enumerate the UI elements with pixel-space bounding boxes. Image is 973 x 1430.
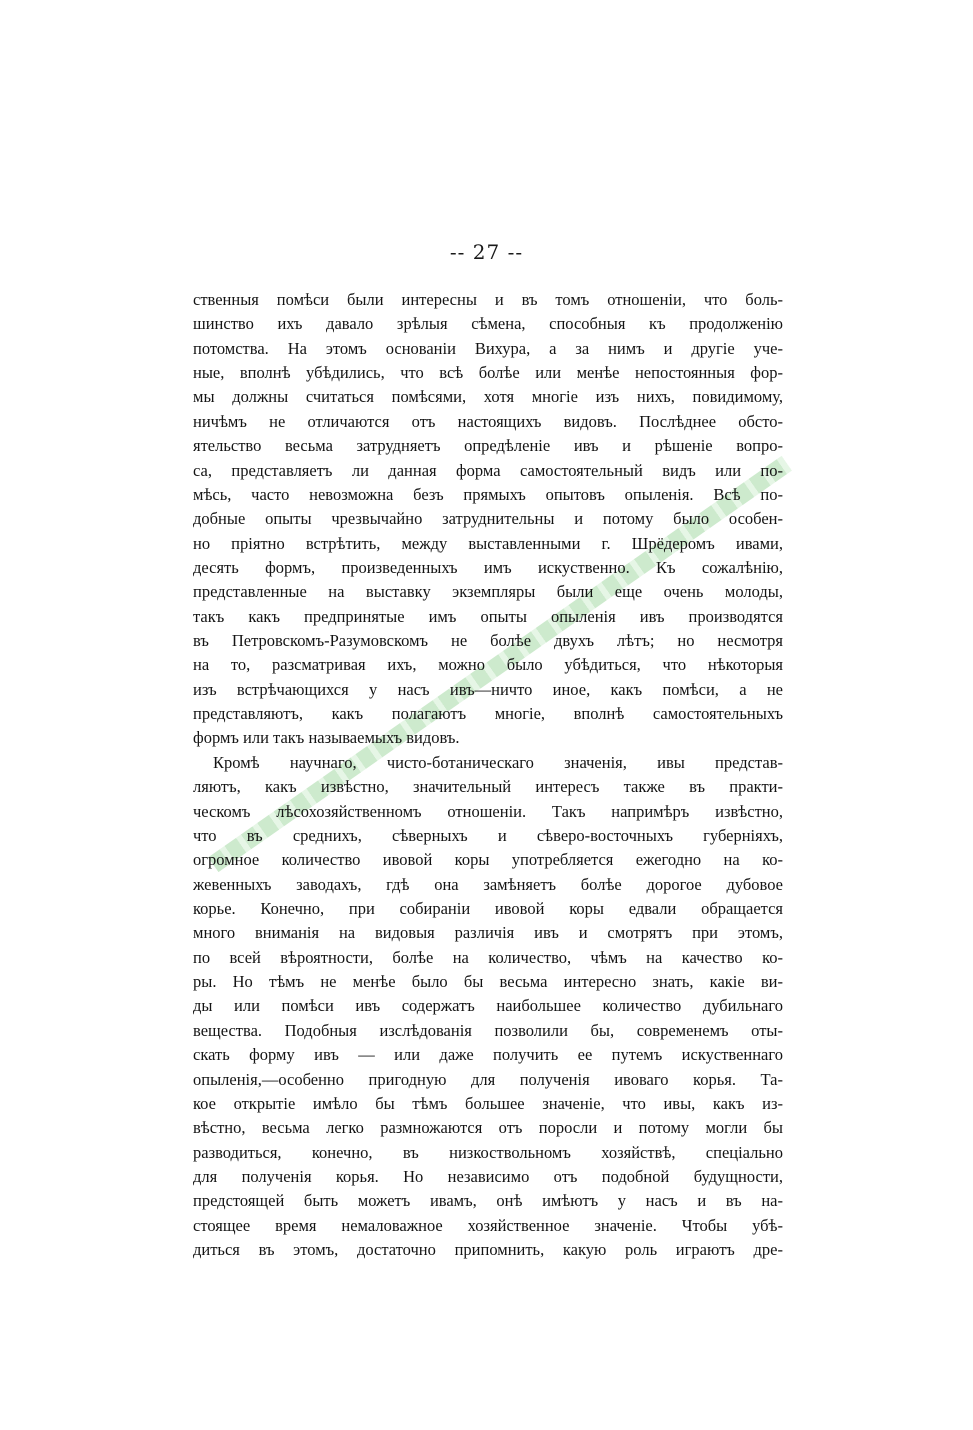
text-line: диться въ этомъ, достаточно припомнить, какую роль играютъ дре- (193, 1240, 783, 1260)
text-line: представленные на выставку экземпляры были еще очень молоды, (193, 582, 783, 602)
text-line: опыленія,—особенно пригодную для полученія ивоваго корья. Та- (193, 1069, 783, 1089)
text-line: са, представляетъ ли данная форма самостоятельный видъ или по- (193, 460, 783, 480)
text-line: по всей вѣроятности, болѣе на количество, чѣмъ на качество ко- (193, 947, 783, 967)
text-line: кое открытіе имѣло бы тѣмъ большее значеніе, что ивы, какъ из- (193, 1093, 783, 1113)
text-line: шинство ихъ давало зрѣлыя сѣмена, способныя къ продолженію (193, 314, 783, 334)
text-line: жевенныхъ заводахъ, гдѣ она замѣняетъ болѣе дорогое дубовое (193, 874, 783, 894)
text-line: корье. Конечно, при собираніи ивовой коры едвали обращается (193, 898, 783, 918)
text-line: представляютъ, какъ полагаютъ многіе, вполнѣ самостоятельныхъ (193, 704, 783, 724)
text-line: ляютъ, какъ извѣстно, значительный интересъ также въ практи- (193, 777, 783, 797)
text-line: формъ или такъ называемыхъ видовъ. (193, 728, 460, 748)
text-line: скать форму ивъ — или даже получить ее путемъ искуственнаго (193, 1045, 783, 1065)
text-line: много вниманія на видовыя различія ивъ и смотрятъ при этомъ, (193, 923, 783, 943)
text-line: ные, вполнѣ убѣдились, что всѣ болѣе или менѣе непостоянныя фор- (193, 363, 783, 383)
text-line: десять формъ, произведенныхъ имъ искуственно. Къ сожалѣнію, (193, 557, 783, 577)
page-number: -- 27 -- (449, 240, 524, 264)
text-line: ды или помѣси ивъ содержатъ наибольшее количество дубильнаго (193, 996, 783, 1016)
text-line: вѣстно, весьма легко размножаются отъ поросли и потому могли бы (193, 1118, 783, 1138)
text-line: что въ среднихъ, сѣверныхъ и сѣверо-восточныхъ губерніяхъ, (193, 825, 783, 845)
text-line: ственныя помѣси были интересны и въ томъ отношеніи, что боль- (193, 290, 783, 309)
text-line: Кромѣ научнаго, чисто-ботаническаго значенія, ивы представ- (213, 752, 783, 772)
text-line: такъ какъ предпринятые имъ опыты опыленія ивъ производятся (193, 606, 783, 626)
text-line: мѣсь, часто невозможна безъ прямыхъ опытовъ опыленія. Всѣ по- (193, 484, 783, 504)
text-line: мы должны считаться помѣсями, хотя многіе изъ нихъ, повидимому, (193, 387, 783, 407)
text-line: стоящее время немаловажное хозяйственное значеніе. Чтобы убѣ- (193, 1215, 783, 1235)
text-line: огромное количество ивовой коры употребляется ежегодно на ко- (193, 850, 783, 870)
text-line: на то, разсматривая ихъ, можно было убѣдиться, что нѣкоторыя (193, 655, 783, 675)
text-line: ятельство весьма затрудняетъ опредѣленіе ивъ и рѣшеніе вопро- (193, 436, 783, 456)
text-line: предстоящей быть можетъ ивамъ, онѣ имѣютъ у насъ и въ на- (193, 1191, 783, 1211)
text-line: но пріятно встрѣтить, между выставленными г. Шрёдеромъ ивами, (193, 533, 783, 553)
body-text (193, 288, 783, 1262)
text-line: для полученія корья. Но независимо отъ подобной будущности, (193, 1166, 783, 1186)
text-line: ничѣмъ не отличаются отъ настоящихъ видовъ. Послѣднее обсто- (193, 411, 783, 431)
text-line: потомства. На этомъ основаніи Вихура, а за нимъ и другіе уче- (193, 338, 783, 358)
text-line: ческомъ лѣсохозяйственномъ отношеніи. Такъ напримѣръ извѣстно, (193, 801, 783, 821)
text-line: добные опыты чрезвычайно затруднительны и потому было особен- (193, 509, 783, 529)
text-line: разводиться, конечно, въ низкоствольномъ хозяйствѣ, спеціально (193, 1142, 783, 1162)
text-line: ры. Но тѣмъ не менѣе было бы весьма интересно знать, какіе ви- (193, 972, 783, 992)
text-line: изъ встрѣчающихся у насъ ивъ—ничто иное, какъ помѣси, а не (193, 679, 783, 699)
text-line: вещества. Подобныя изслѣдованія позволили бы, современемъ оты- (193, 1020, 783, 1040)
text-line: въ Петровскомъ-Разумовскомъ не болѣе двухъ лѣтъ; но несмотря (193, 631, 783, 651)
